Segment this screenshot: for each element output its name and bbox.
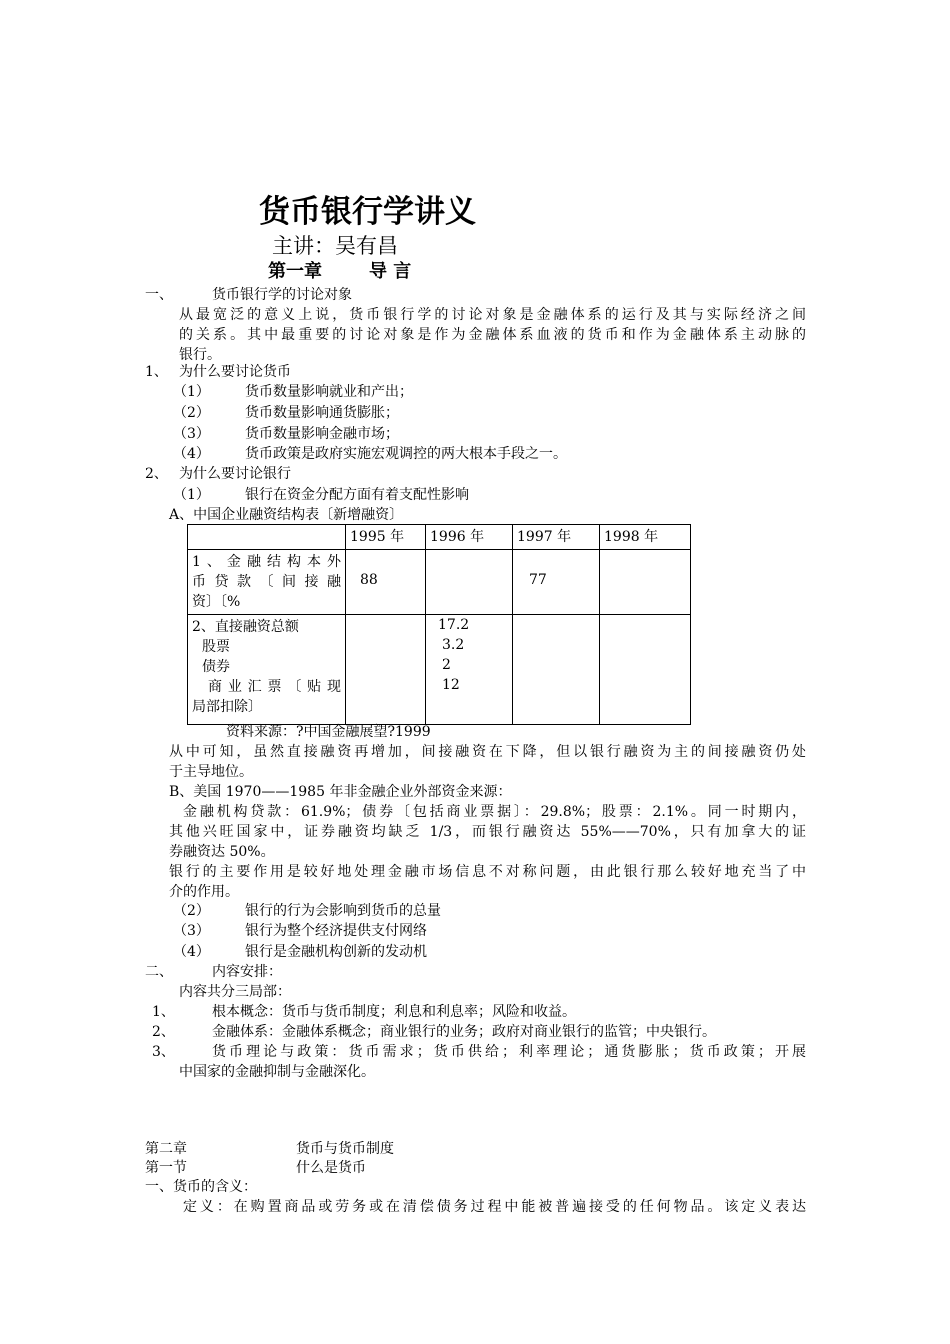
list-item-number: （2） — [173, 405, 210, 421]
q1-title: 为什么要讨论货币 — [179, 364, 291, 380]
paragraph-line: 于主导地位。 — [169, 764, 253, 780]
financing-structure-table — [187, 524, 691, 725]
table-header-cell: 1998 年 — [600, 525, 691, 550]
section2-intro: 内容共分三局部： — [179, 984, 291, 1000]
paragraph-line: 其他兴旺国家中，证券融资均缺乏 1/3，而银行融资达 55%——70%，只有加拿大的证 — [169, 824, 806, 840]
paragraph-line: 银行的主要作用是较好地处理金融市场信息不对称问题，由此银行那么较好地充当了中 — [169, 864, 806, 880]
table-cell — [426, 550, 513, 615]
q2-number: 2、 — [145, 466, 168, 482]
table-row — [188, 615, 691, 725]
table-row — [188, 550, 691, 615]
q1-number: 1、 — [145, 364, 168, 380]
list-item-text: 货币理论与政策：货币需求；货币供给；利率理论；通货膨胀；货币政策；开展 — [212, 1044, 806, 1060]
label-line: 局部扣除〕 — [192, 699, 262, 715]
section1-title: 货币银行学的讨论对象 — [212, 287, 352, 303]
table-header-cell: 1996 年 — [426, 525, 513, 550]
list-item-text: 银行是金融机构创新的发动机 — [245, 944, 427, 960]
table-cell — [513, 550, 600, 615]
table-caption: A、中国企业融资结构表〔新增融资〕 — [169, 507, 404, 523]
label-line: 资〕〔% — [192, 594, 241, 610]
table-cell — [346, 550, 426, 615]
cell-value: 12 — [442, 677, 460, 693]
list-item-text: 金融体系：金融体系概念；商业银行的业务；政府对商业银行的监管；中央银行。 — [212, 1024, 716, 1040]
list-item-number: 3、 — [152, 1044, 175, 1060]
list-item-number: （2） — [173, 903, 210, 919]
section-name: 什么是货币 — [296, 1160, 366, 1176]
label-line: 商业汇票〔贴现 — [208, 679, 341, 695]
lecturer-line: 主讲：吴有昌 — [272, 234, 398, 258]
paragraph-line: 金融机构贷款：61.9%；债券〔包括商业票据〕：29.8%；股票：2.1%。同一时期内， — [183, 804, 806, 820]
list-item-text: 货币数量影响金融市场； — [245, 426, 399, 442]
chapter2-number: 第二章 — [145, 1141, 187, 1157]
document-title: 货币银行学讲义 — [259, 194, 476, 230]
list-item-text: 银行的行为会影响到货币的总量 — [245, 903, 441, 919]
paragraph-line: 券融资达 50%。 — [169, 844, 275, 860]
section2-number: 二、 — [145, 964, 173, 980]
list-item-text: 银行为整个经济提供支付网络 — [245, 923, 427, 939]
table-cell — [426, 615, 513, 725]
list-item-text: 根本概念：货币与货币制度；利息和利息率；风险和收益。 — [212, 1004, 576, 1020]
cell-value: 2 — [442, 657, 451, 673]
chapter2-name: 货币与货币制度 — [296, 1141, 394, 1157]
list-item-text: 货币政策是政府实施宏观调控的两大根本手段之一。 — [245, 446, 567, 462]
list-item-number: （4） — [173, 944, 210, 960]
paragraph-line: 银行。 — [179, 347, 221, 363]
table-row-label — [188, 550, 346, 615]
chapter1-number: 第一章 — [268, 261, 322, 282]
label-line: 债券 — [202, 659, 230, 675]
list-item-text: 银行在资金分配方面有着支配性影响 — [245, 487, 469, 503]
list-item-number: （3） — [173, 923, 210, 939]
table-row-label — [188, 615, 346, 725]
paragraph-line: 介的作用。 — [169, 884, 239, 900]
list-item-continuation: 中国家的金融抑制与金融深化。 — [179, 1064, 375, 1080]
q2-title: 为什么要讨论银行 — [179, 466, 291, 482]
list-item-number: （1） — [173, 384, 210, 400]
paragraph-line: 从最宽泛的意义上说，货币银行学的讨论对象是金融体系的运行及其与实际经济之间 — [179, 307, 806, 323]
table-header-cell: 1995 年 — [346, 525, 426, 550]
list-item-text: 货币数量影响通货膨胀； — [245, 405, 399, 421]
table-cell — [600, 550, 691, 615]
paragraph-line: 从中可知，虽然直接融资再增加，间接融资在下降，但以银行融资为主的间接融资仍处 — [169, 744, 806, 760]
paragraph-line: 的关系。其中最重要的讨论对象是作为金融体系血液的货币和作为金融体系主动脉的 — [179, 327, 806, 343]
table-header-row — [188, 525, 691, 550]
table-cell — [346, 615, 426, 725]
table-header-cell: 1997 年 — [513, 525, 600, 550]
definition-line: 定义：在购置商品或劳务或在清偿债务过程中能被普遍接受的任何物品。该定义表达 — [183, 1199, 806, 1215]
section2-title: 内容安排： — [212, 964, 282, 980]
subheading: 一、货币的含义： — [145, 1179, 257, 1195]
table-source: 资料来源：?中国金融展望?1999 — [226, 724, 431, 740]
table-cell — [513, 615, 600, 725]
cell-value: 3.2 — [442, 637, 465, 653]
table-cell — [600, 615, 691, 725]
list-item-number: （3） — [173, 426, 210, 442]
list-item-text: 货币数量影响就业和产出； — [245, 384, 413, 400]
list-item-number: 1、 — [152, 1004, 175, 1020]
subsection-b-title: B、美国 1970——1985 年非金融企业外部资金来源： — [169, 784, 512, 800]
section1-number: 一、 — [145, 287, 173, 303]
chapter1-name: 导 言 — [369, 261, 412, 282]
label-line: 1、金融结构本外 — [192, 554, 341, 570]
list-item-number: （4） — [173, 446, 210, 462]
cell-value: 88 — [360, 572, 378, 588]
cell-value: 17.2 — [438, 617, 470, 633]
section-number: 第一节 — [145, 1160, 187, 1176]
label-line: 币贷款〔间接融 — [192, 574, 341, 590]
list-item-number: 2、 — [152, 1024, 175, 1040]
table-header-cell — [188, 525, 346, 550]
cell-value: 77 — [529, 572, 547, 588]
list-item-number: （1） — [173, 487, 210, 503]
label-line: 2、直接融资总额 — [192, 619, 299, 635]
label-line: 股票 — [202, 639, 230, 655]
